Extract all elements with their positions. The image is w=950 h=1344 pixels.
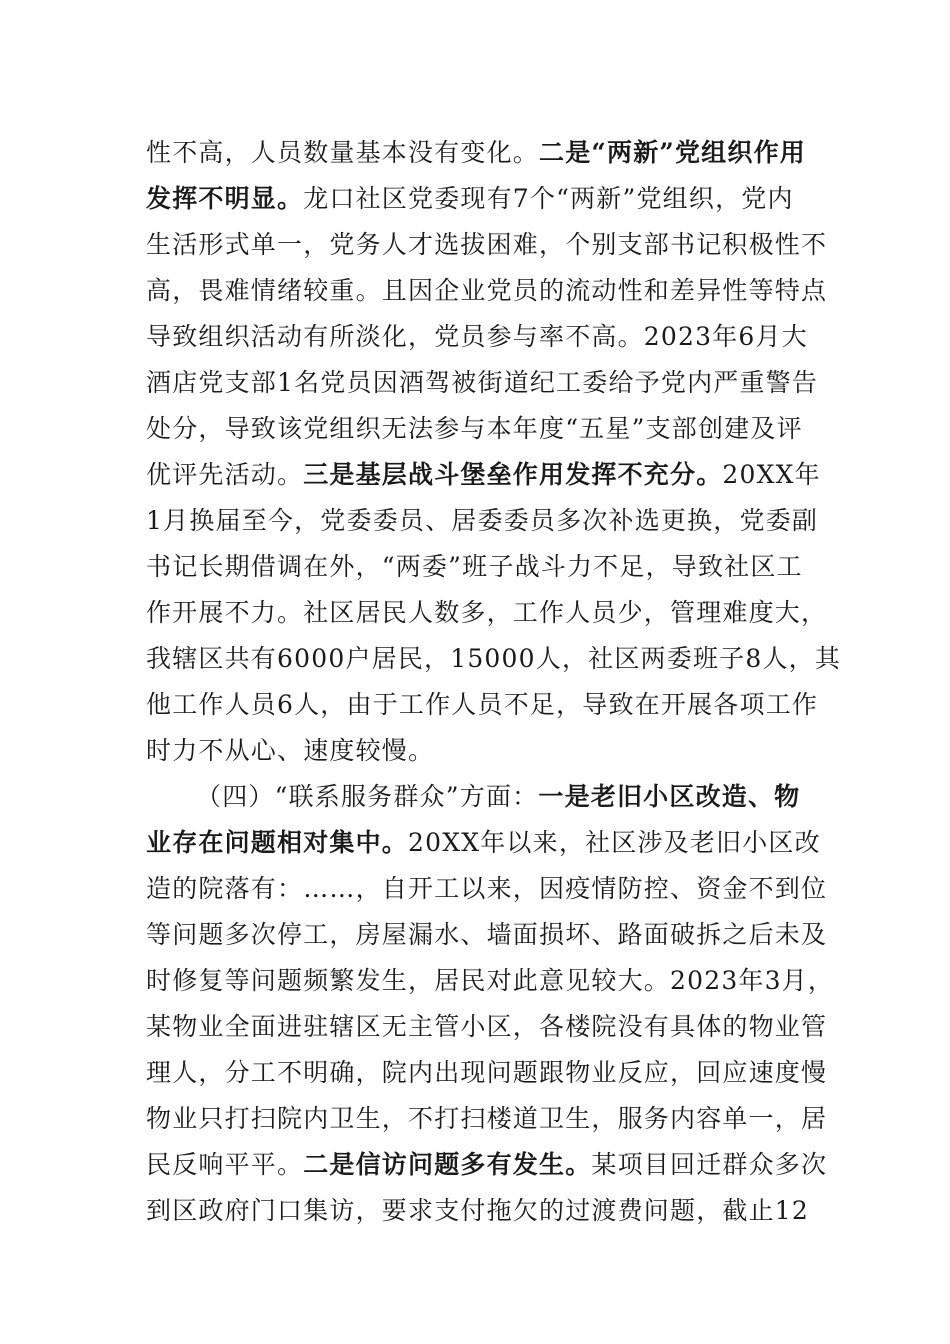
text-line [146,498,819,544]
text-segment: 1月换届至今，党委委员、居委委员多次补选更换，党委副 [146,506,819,535]
text-line [146,1096,828,1142]
text-segment: 某项目回迁群众多次 [591,1150,828,1179]
text-line [146,912,828,958]
text-line [146,1004,828,1050]
text-segment: 他工作人员6人，由于工作人员不足，导致在开展各项工作 [146,690,819,719]
text-line [146,820,821,866]
text-line [146,1050,828,1096]
text-segment: 时修复等问题频繁发生，居民对此意见较大。2023年3月， [146,966,835,995]
text-segment: 导致组织活动有所淡化，党员参与率不高。2023年6月大 [146,322,808,351]
bold-text-segment: 三是基层战斗堡垒作用发挥不充分。 [303,460,723,489]
text-line [146,360,819,406]
text-line [146,176,806,222]
text-line [146,222,828,268]
text-segment: 酒店党支部1名党员因酒驾被街道纪工委给予党内严重警告 [146,368,819,397]
text-segment: 理人，分工不明确，院内出现问题跟物业反应，回应速度慢 [146,1058,828,1087]
text-line [146,866,828,912]
text-segment: 物业只打扫院内卫生，不打扫楼道卫生，服务内容单一，居 [146,1104,828,1133]
text-segment: 20XX年 [722,460,821,489]
text-segment: 高，畏难情绪较重。且因企业党员的流动性和差异性等特点 [146,276,828,305]
text-segment: 书记长期借调在外，“两委”班子战斗力不足，导致社区工 [146,552,803,581]
bold-text-segment: 业存在问题相对集中。 [146,828,409,857]
text-segment: （四）“联系服务群众”方面： [196,782,539,811]
text-line [146,406,806,452]
text-line [146,636,842,682]
text-segment: 等问题多次停工，房屋漏水、墙面损坏、路面破拆之后未及 [146,920,828,949]
text-line [146,682,819,728]
text-segment: 我辖区共有6000户居民，15000人，社区两委班子8人，其 [146,644,842,673]
bold-text-segment: 发挥不明显。 [146,184,304,213]
text-segment: 龙口社区党委现有7个“两新”党组织，党内 [303,184,794,213]
text-segment: 作开展不力。社区居民人数多，工作人员少，管理难度大， [146,598,828,627]
text-segment: 某物业全面进驻辖区无主管小区，各楼院没有具体的物业管 [146,1012,828,1041]
text-line [146,544,806,590]
text-line [146,728,806,774]
text-segment: 到区政府门口集访，要求支付拖欠的过渡费问题，截止12 [146,1196,810,1225]
text-line [146,590,828,636]
text-segment: 生活形式单一，党务人才选拔困难，个别支部书记积极性不 [146,230,828,259]
bold-text-segment: 一是老旧小区改造、物 [538,782,801,811]
text-line [146,958,835,1004]
document-body [146,130,842,1234]
bold-text-segment: 二是“两新”党组织作用 [539,138,806,167]
text-segment: 20XX年以来，社区涉及老旧小区改 [408,828,821,857]
text-segment: 民反响平平。 [146,1150,304,1179]
text-line [146,314,806,360]
text-segment: 处分，导致该党组织无法参与本年度“五星”支部创建及评 [146,414,803,443]
text-line [146,130,806,176]
text-line [146,268,828,314]
text-segment: 优评先活动。 [146,460,304,489]
text-line [146,452,821,498]
text-line [146,1142,828,1188]
text-line [146,774,806,820]
text-segment: 时力不从心、速度较慢。 [146,736,435,765]
text-segment: 造的院落有：……，自开工以来，因疫情防控、资金不到位 [146,874,828,903]
text-segment: 性不高，人员数量基本没有变化。 [146,138,540,167]
bold-text-segment: 二是信访问题多有发生。 [303,1150,592,1179]
text-line [146,1188,810,1234]
